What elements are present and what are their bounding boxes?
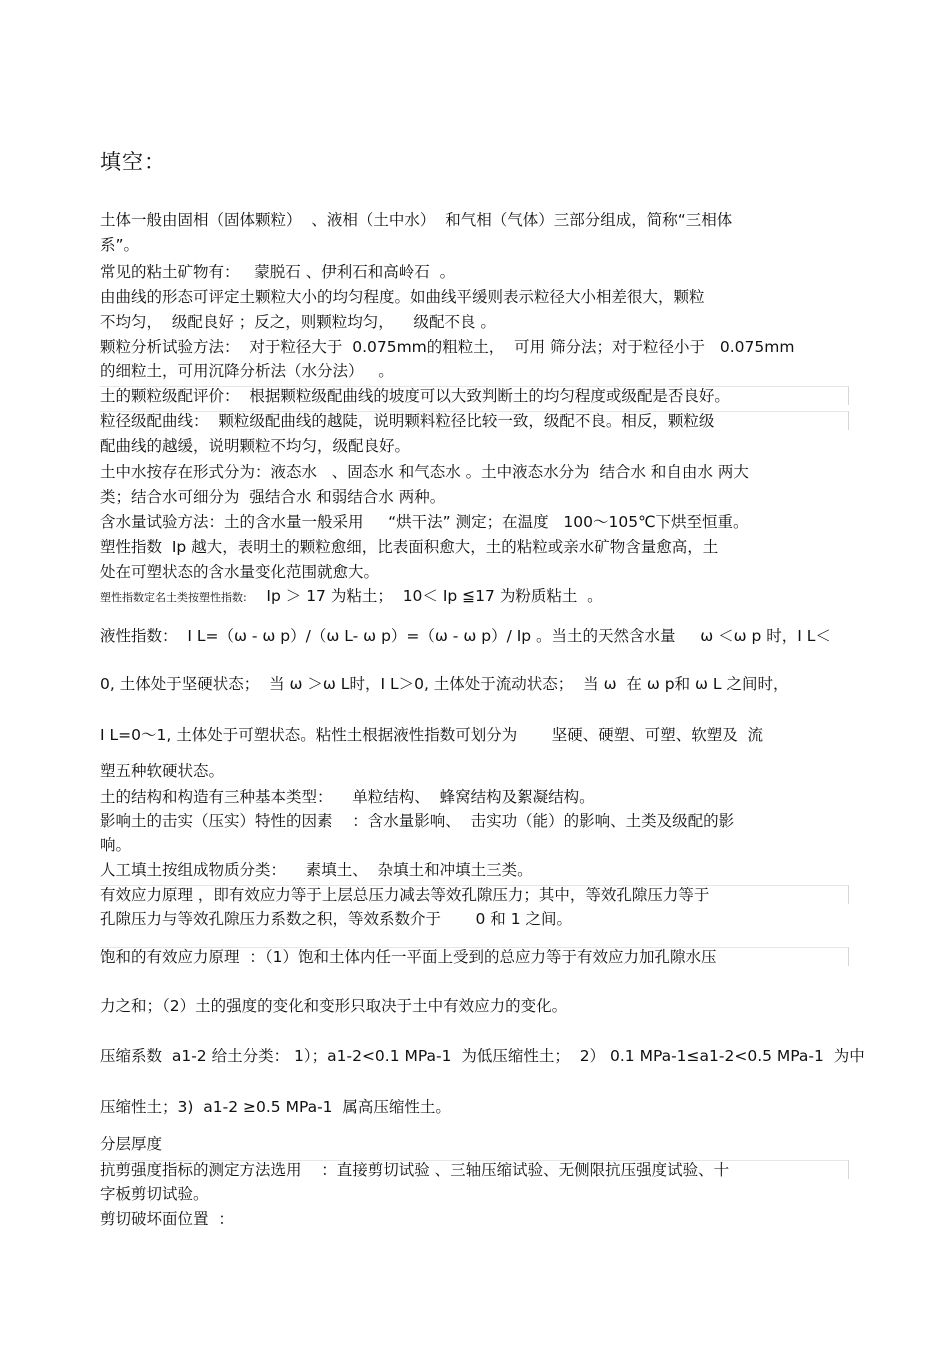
text-line: 字板剪切试验。 [100, 1185, 209, 1203]
text-line: 类；结合水可细分为 强结合水 和弱结合水 两种。 [100, 488, 446, 506]
liquidity-line: I L=0～1, 土体处于可塑状态。粘性土根据液性指数可划分为 坚硬、硬塑、可塑、软塑及 流 [100, 726, 764, 744]
text-line: 土的结构和构造有三种基本类型： 单粒结构、 蜂窝结构及絮凝结构。 [100, 788, 595, 806]
text-line: 塑性指数 Ip 越大，表明土的颗粒愈细，比表面积愈大，土的粘粒或亲水矿物含量愈高，土 [100, 538, 719, 556]
text-line: 孔隙压力与等效孔隙压力系数之积，等效系数介于 0 和 1 之间。 [100, 910, 572, 928]
plasticity-text: Ip ＞ 17 为粘土； 10＜ Ip ≦17 为粉质粘土 。 [246, 587, 603, 605]
text-line: 土中水按存在形式分为：液态水 、固态水 和气态水 。土中液态水分为 结合水 和自由水 两大 [100, 463, 749, 481]
text-line: 粒径级配曲线： 颗粒级配曲线的越陡，说明颗料粒径比较一致，级配不良。相反，颗粒级 [100, 411, 849, 430]
text-line: 由曲线的形态可评定土颗粒大小的均匀程度。如曲线平缓则表示粒径大小相差很大，颗粒 [100, 288, 705, 306]
text-line: 土体一般由固相（固体颗粒） 、液相（土中水） 和气相（气体）三部分组成，简称“三相体 [100, 211, 733, 229]
text-line: 的细粒土，可用沉降分析法（水分法） 。 [100, 362, 394, 380]
compression-line: 压缩系数 a1-2 给土分类： 1）；a1-2<0.1 MPa-1 为低压缩性土； 2） 0.1 MPa-1≤a1-2<0.5 MPa-1 为中 [100, 1047, 865, 1065]
text-line: 分层厚度 [100, 1135, 163, 1153]
liquidity-line: 塑五种软硬状态。 [100, 762, 225, 780]
liquidity-line: 液性指数： I L=（ω - ω p）/（ω L- ω p）=（ω - ω p）/ Ip 。当土的天然含水量 ω ＜ω p 时，I L＜ [100, 627, 831, 645]
text-line: 影响土的击实（压实）特性的因素 ：含水量影响、 击实功（能）的影响、土类及级配的影 [100, 812, 735, 830]
text-line: 有效应力原理 ，即有效应力等于上层总压力减去等效孔隙压力；其中，等效孔隙压力等于 [100, 885, 849, 904]
text-line: 处在可塑状态的含水量变化范围就愈大。 [100, 563, 380, 581]
liquidity-line: 0, 土体处于坚硬状态； 当 ω ＞ω L时，I L＞0, 土体处于流动状态； 当 ω 在 ω p和 ω L 之间时， [100, 675, 789, 693]
page-heading: 填空： [100, 150, 166, 174]
saturated-principle-line: 力之和；（2）土的强度的变化和变形只取决于土中有效应力的变化。 [100, 997, 568, 1015]
saturated-principle-line: 饱和的有效应力原理 ：（1）饱和土体内任一平面上受到的总应力等于有效应力加孔隙水压 [100, 947, 849, 966]
text-line: 系”。 [100, 236, 140, 254]
text-line: 抗剪强度指标的测定方法选用 ：直接剪切试验 、三轴压缩试验、无侧限抗压强度试验、十 [100, 1160, 849, 1179]
text-line: 常见的粘土矿物有： 蒙脱石 、伊利石和高岭石 。 [100, 263, 456, 281]
text-line: 颗粒分析试验方法： 对于粒径大于 0.075mm的粗粒土， 可用 筛分法；对于粒径小于 0.075mm [100, 338, 795, 356]
text-line: 配曲线的越缓，说明颗粒不均匀，级配良好。 [100, 437, 411, 455]
text-line: 剪切破坏面位置 ： [100, 1210, 234, 1228]
text-line: 响。 [100, 836, 132, 854]
text-line: 含水量试验方法：土的含水量一般采用 “烘干法” 测定；在温度 100～105℃下烘至恒重。 [100, 513, 749, 531]
plasticity-label: 塑性指数定名土类按塑性指数: [100, 591, 247, 604]
text-line: 不均匀， 级配良好 ；反之，则颗粒均匀， 级配不良 。 [100, 313, 496, 331]
compression-line: 压缩性土；3) a1-2 ≥0.5 MPa-1 属高压缩性土。 [100, 1098, 451, 1116]
text-line: 土的颗粒级配评价： 根据颗粒级配曲线的坡度可以大致判断土的均匀程度或级配是否良好。 [100, 386, 849, 405]
text-line: 人工填土按组成物质分类： 素填土、 杂填土和冲填土三类。 [100, 861, 533, 879]
plasticity-line [100, 587, 603, 607]
